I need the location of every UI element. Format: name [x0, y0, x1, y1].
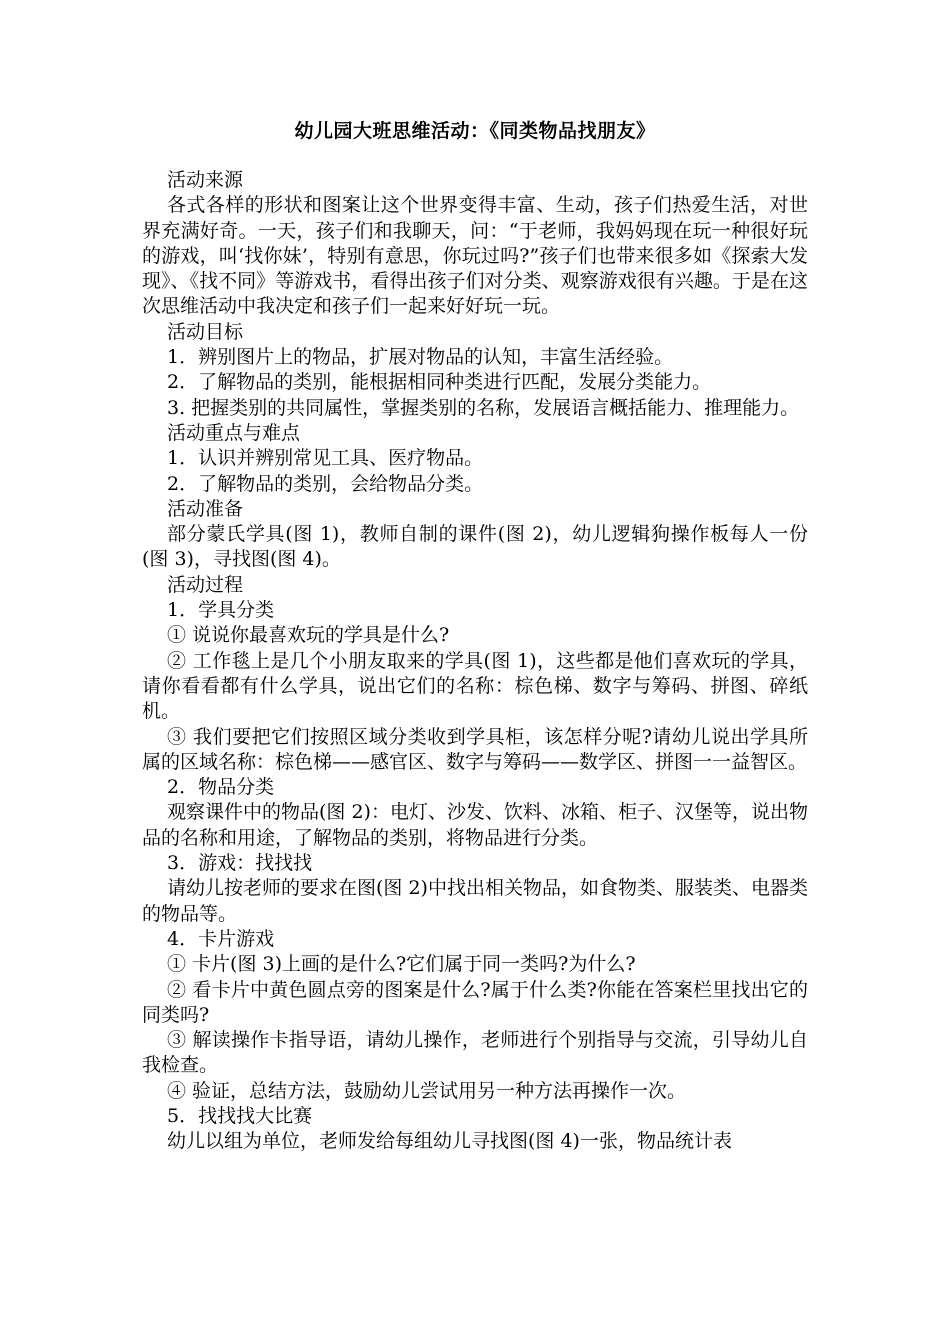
paragraph: 5．找找找大比赛	[167, 1104, 313, 1127]
paragraph: 3. 把握类别的共同属性，掌握类别的名称，发展语言概括能力、推理能力。	[167, 396, 800, 419]
paragraph: 部分蒙氏学具(图 1)，教师自制的课件(图 2)，幼儿逻辑狗操作板每人一份(图 3)，寻找图(图 4)。	[142, 523, 808, 571]
document-title: 幼儿园大班思维活动：《同类物品找朋友》	[294, 120, 656, 142]
paragraph: 活动重点与难点	[167, 421, 301, 444]
paragraph: 2．了解物品的类别，能根据相同种类进行匹配，发展分类能力。	[167, 371, 712, 394]
paragraph: 1．认识并辨别常见工具、医疗物品。	[167, 447, 484, 470]
paragraph: 2．物品分类	[167, 776, 275, 799]
paragraph: 1．辨别图片上的物品，扩展对物品的认知，丰富生活经验。	[167, 346, 674, 369]
paragraph: 活动来源	[167, 169, 244, 191]
paragraph: 观察课件中的物品(图 2)：电灯、沙发、饮料、冰箱、柜子、汉堡等，说出物品的名称和用途，了解物品的类别，将物品进行分类。	[142, 801, 808, 849]
paragraph: 各式各样的形状和图案让这个世界变得丰富、生动，孩子们热爱生活，对世界充满好奇。一天，孩子们和我聊天，问：“于老师，我妈妈现在玩一种很好玩的游戏，叫‘找你妹’，特别有意思，你玩过吗?”孩子们也带来很多如《探索大发现》、《找不同》等游戏书，看得出孩子们对分类、观察游戏很有兴趣。于是在这次思维活动中我决定和孩子们一起来好好玩一玩。	[142, 194, 808, 318]
paragraph: 4．卡片游戏	[167, 927, 275, 950]
paragraph: ① 卡片(图 3)上画的是什么?它们属于同一类吗?为什么?	[167, 953, 636, 976]
document-body	[142, 168, 808, 1155]
paragraph: 活动过程	[167, 573, 244, 596]
paragraph: ③ 我们要把它们按照区域分类收到学具柜，该怎样分呢?请幼儿说出学具所属的区域名称：棕色梯——感官区、数字与筹码——数学区、拼图一一益智区。	[142, 725, 808, 773]
paragraph: 3．游戏：找找找	[167, 852, 313, 875]
paragraph: ① 说说你最喜欢玩的学具是什么?	[167, 624, 450, 647]
paragraph: 请幼儿按老师的要求在图(图 2)中找出相关物品，如食物类、服装类、电器类的物品等。	[142, 877, 808, 925]
paragraph: ③ 解读操作卡指导语，请幼儿操作，老师进行个别指导与交流，引导幼儿自我检查。	[142, 1029, 808, 1077]
paragraph: 幼儿以组为单位，老师发给每组幼儿寻找图(图 4)一张，物品统计表	[167, 1130, 732, 1153]
paragraph: 2．了解物品的类别，会给物品分类。	[167, 472, 484, 495]
paragraph: ④ 验证，总结方法，鼓励幼儿尝试用另一种方法再操作一次。	[167, 1079, 687, 1102]
paragraph: ② 看卡片中黄色圆点旁的图案是什么?属于什么类?你能在答案栏里找出它的同类吗?	[142, 978, 808, 1026]
paragraph: 活动目标	[167, 320, 244, 343]
paragraph: 1．学具分类	[167, 599, 275, 622]
paragraph: 活动准备	[167, 497, 244, 520]
paragraph: ② 工作毯上是几个小朋友取来的学具(图 1)，这些都是他们喜欢玩的学具，请你看看都有什么学具，说出它们的名称：棕色梯、数字与筹码、拼图、碎纸机。	[142, 649, 808, 723]
